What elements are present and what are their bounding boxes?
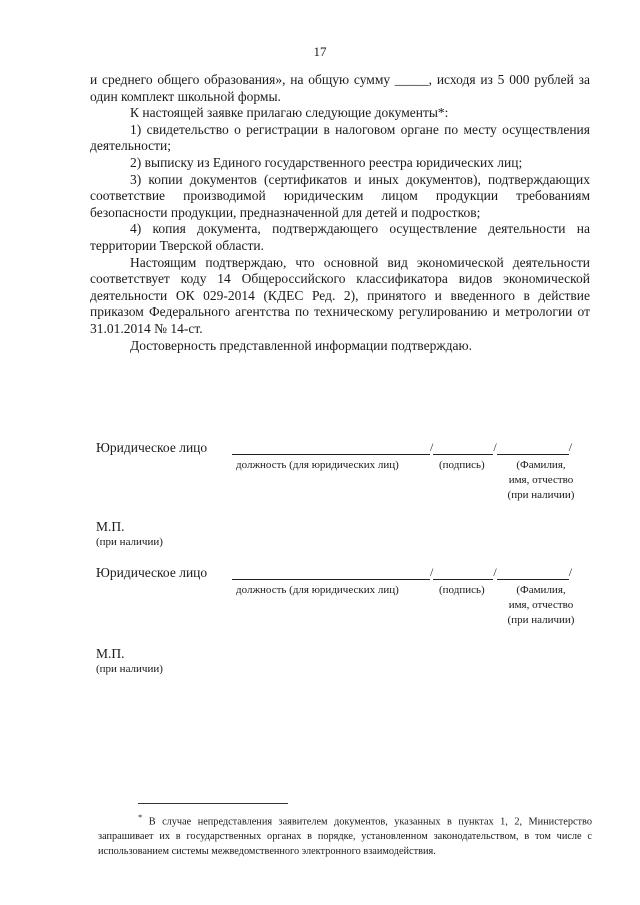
footnote-separator — [138, 803, 288, 804]
position-line — [232, 442, 430, 455]
caption-signature: (подпись) — [439, 459, 485, 471]
footnote-body: В случае непредставления заявителем документов, указанных в пунктах 1, 2, Министерство запрашивает их в государственных органах в порядке, установленном законодательством, в том числе с использованием системы межведомственного электронного взаимодействия. — [98, 816, 592, 858]
paragraph-amount: и среднего общего образования», на общую сумму _____, исходя из 5 000 рублей за один комплект школьной формы. — [90, 72, 590, 104]
name-line — [497, 567, 569, 580]
seal-note: (при наличии) — [96, 536, 163, 548]
signature-line — [433, 442, 493, 455]
seal-block-1 — [96, 518, 163, 550]
caption-signature: (подпись) — [439, 584, 485, 596]
application-body — [90, 72, 590, 354]
seal-block-2 — [96, 645, 163, 677]
caption-position: должность (для юридических лиц) — [236, 584, 399, 596]
caption-position: должность (для юридических лиц) — [236, 459, 399, 471]
page-number: 17 — [313, 44, 327, 59]
footnote — [98, 810, 592, 859]
seal-mark: М.П. — [96, 519, 125, 534]
seal-mark: М.П. — [96, 646, 125, 661]
paragraph-activity-code: Настоящим подтверждаю, что основной вид экономической деятельности соответствует коду 14 Общероссийского классификатора видов экономической деятельности ОК 029-2014 (КДЕС Ред. 2), принятого и введенного в действие приказом Федерального агентства по техническому регулированию и метрологии от 31.01.2014 № 14-ст. — [90, 254, 590, 336]
list-item-tax-registration: 1) свидетельство о регистрации в налоговом органе по месту осуществления деятельности; — [90, 121, 590, 154]
footnote-mark: * — [138, 812, 143, 822]
signature-lines: / / / — [232, 440, 572, 455]
position-line — [232, 567, 430, 580]
signature-label: Юридическое лицо — [96, 440, 208, 455]
caption-full-name: (Фамилия, имя, отчество (при наличии) — [507, 584, 575, 626]
name-line — [497, 442, 569, 455]
seal-note: (при наличии) — [96, 663, 163, 675]
list-item-certificates: 3) копии документов (сертификатов и иных документов), подтверждающих соответствие производимой юридическим лицом продукции требованиям безопасности продукции, предназначенной для детей и подростков; — [90, 171, 590, 220]
caption-full-name: (Фамилия, имя, отчество (при наличии) — [507, 459, 575, 501]
signature-label: Юридическое лицо — [96, 565, 208, 580]
signature-line — [433, 567, 493, 580]
list-item-territory-document: 4) копия документа, подтверждающего осуществление деятельности на территории Тверской области. — [90, 221, 590, 253]
list-item-registry-extract: 2) выписку из Единого государственного реестра юридических лиц; — [130, 154, 523, 170]
paragraph-documents-intro: К настоящей заявке прилагаю следующие документы*: — [130, 105, 449, 121]
signature-lines: / / / — [232, 565, 572, 580]
footnote-text — [98, 810, 592, 859]
paragraph-confirmation: Достоверность представленной информации подтверждаю. — [130, 337, 472, 353]
